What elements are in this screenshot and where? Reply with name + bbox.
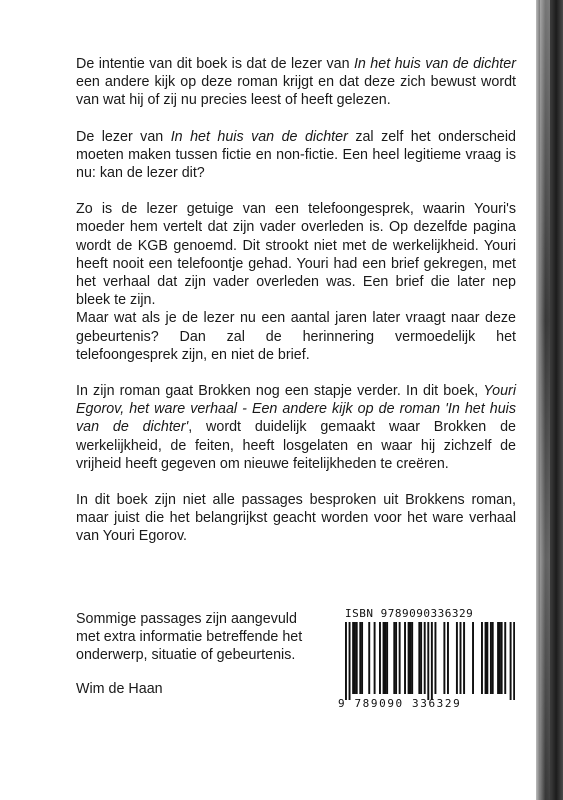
book-title: In het huis van de dichter xyxy=(170,128,348,145)
barcode-bar xyxy=(352,622,354,694)
barcode-digits: 9 789090 336329 xyxy=(338,697,462,710)
barcode xyxy=(345,622,515,700)
barcode-bar xyxy=(472,622,474,694)
barcode-bar xyxy=(460,622,462,694)
body-text xyxy=(76,55,516,564)
barcode-bar xyxy=(490,622,492,694)
barcode-bar xyxy=(379,622,381,694)
author-signature: Wim de Haan xyxy=(76,681,163,697)
paragraph-phonecall: Zo is de lezer getuige van een telefoongesprek, waarin Youri's moeder hem vertelt dat zijn vader overleden is. Op dezelfde pagina wordt de KGB genoemd. Dit strookt niet met de werkelijkheid. Youri heeft nooit een telefoontje gehad. Youri had een brief gekregen, met het verhaal dat zijn vader overleden was. Een brief die later nep bleek te zijn. xyxy=(76,201,516,309)
barcode-bar xyxy=(492,622,494,694)
barcode-bar xyxy=(349,622,351,700)
barcode-bar xyxy=(368,622,370,694)
barcode-bar xyxy=(513,622,515,700)
paragraph-memory: Maar wat als je de lezer nu een aantal jaren later vraagt naar deze gebeurtenis? Dan zal de herinnering vermoedelijk het telefoongesprek zijn, en niet de brief. xyxy=(76,310,516,363)
barcode-bar xyxy=(399,622,401,694)
book-title: In het huis van de dichter xyxy=(353,56,516,72)
barcode-bar xyxy=(420,622,422,694)
barcode-bar xyxy=(386,622,388,694)
barcode-bar xyxy=(359,622,361,694)
barcode-bar xyxy=(383,622,385,694)
barcode-bar xyxy=(427,622,429,700)
barcode-bar xyxy=(418,622,420,694)
barcode-bar xyxy=(499,622,501,694)
barcode-bar xyxy=(354,622,356,694)
barcode-bar xyxy=(393,622,395,694)
barcode-bar xyxy=(501,622,503,694)
paragraph-reader: De lezer van In het huis van de dichter zal zelf het onderscheid moeten maken tussen fictie en non-fictie. Een heel legitieme vraag is nu: kan de lezer dit? xyxy=(76,128,516,182)
barcode-bar xyxy=(395,622,397,694)
paragraph-brokken: In zijn roman gaat Brokken nog een stapje verder. In dit boek, Youri Egorov, het ware verhaal - Een andere kijk op de roman 'In het huis van de dichter', wordt duidelijk gemaakt waar Brokken de werkelijkheid, de feiten, heeft losgelaten en waar hij zichzelf de vrijheid heeft gegeven om nieuwe feitelijkheden te creëren. xyxy=(76,383,516,472)
paragraph-intent: De intentie van dit boek is dat de lezer van In het huis van de dichter een andere kijk op deze roman krijgt en dat deze zich bewust wordt van wat hij of zij nu precies leest of heeft gelezen. xyxy=(76,56,516,109)
spine-highlight xyxy=(540,0,550,800)
barcode-bar xyxy=(486,622,488,694)
barcode-bar xyxy=(384,622,386,694)
barcode-bar xyxy=(424,622,426,694)
book-subtitle: Youri Egorov, het ware verhaal - Een andere kijk op de roman 'In het huis van de dichter' xyxy=(76,383,516,436)
barcode-bar xyxy=(361,622,363,694)
barcode-bar xyxy=(404,622,406,694)
barcode-bar xyxy=(374,622,376,694)
barcode-bar xyxy=(463,622,465,694)
barcode-bar xyxy=(504,622,506,694)
barcode-bar xyxy=(497,622,499,694)
barcode-bar xyxy=(447,622,449,694)
paragraph-passages: In dit boek zijn niet alle passages besproken uit Brokkens roman, maar juist die het belangrijkst geacht worden voor het ware verhaal van Youri Egorov. xyxy=(76,492,516,545)
barcode-bar xyxy=(356,622,358,694)
barcode-bar xyxy=(485,622,487,694)
barcode-bar xyxy=(481,622,483,694)
barcode-bar xyxy=(510,622,512,700)
barcode-bar xyxy=(443,622,445,694)
barcode-bar xyxy=(408,622,410,694)
barcode-bar xyxy=(409,622,411,694)
barcode-bar xyxy=(345,622,347,700)
barcode-bar xyxy=(411,622,413,694)
barcode-bar xyxy=(434,622,436,694)
isbn-label: ISBN 9789090336329 xyxy=(345,607,474,620)
barcode-bar xyxy=(431,622,433,700)
barcode-bar xyxy=(456,622,458,694)
paragraph-supplement: Sommige passages zijn aangevuld met extra informatie betreffende het onderwerp, situatie of gebeurtenis. xyxy=(76,611,303,664)
